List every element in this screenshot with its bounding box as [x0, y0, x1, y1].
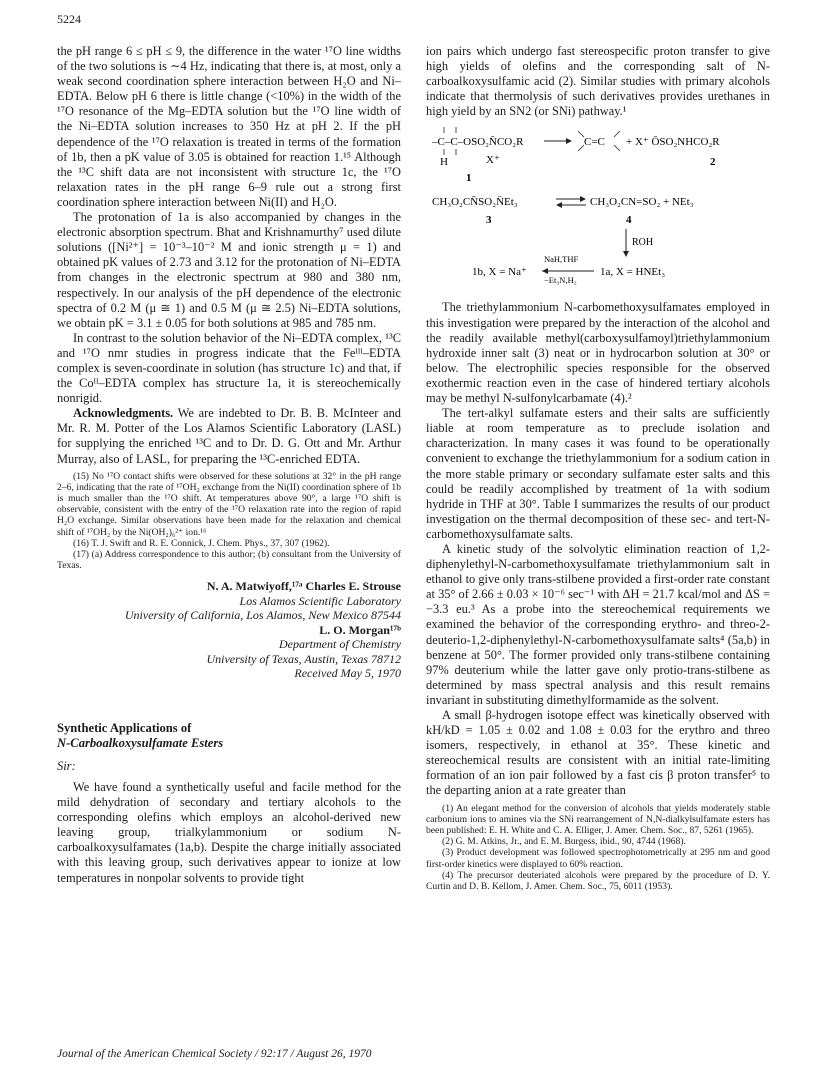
acknowledgments-text: We are indebted to Dr. B. B. McInteer and Mr. R. M. Potter of the Los Alamos Scientific Laboratory (LASL) for supplying the enriched ¹³C and to Dr. D. G. Ott and Mr. Arthur Murray, also of LASL, for preparing the ¹³C-enriched EDTA.: [57, 406, 401, 466]
article-heading-line: Synthetic Applications of: [57, 720, 192, 735]
body-paragraph: The triethylammonium N-carbomethoxysulfamates employed in this investigation were prepared by the interaction of the alcohol and the readily available methyl(carboxysulfamoyl)triethylammonium hydroxide inner salt (3) neat or in hydrocarbon solution at 30° or below. The electrophilic species responsible for the observed exothermic reaction even in the case of hindered tertiary alcohols may be methyl N-sulfonylcarbamate (4).²: [426, 300, 770, 406]
affiliation: University of Texas, Austin, Texas 78712: [206, 651, 401, 666]
author-names: L. O. Morgan¹⁷ᵇ: [319, 622, 401, 637]
footnotes-left: [57, 471, 401, 572]
footnote: (16) T. J. Swift and R. E. Connick, J. Chem. Phys., 37, 307 (1962).: [73, 537, 330, 549]
body-paragraph: A kinetic study of the solvolytic elimination reaction of 1,2-diphenylethyl-N-carbomethoxysulfamate triethylammonium salt in ethanol to give only trans-stilbene provided a first-order rate constant at 35° of 2.66 ± 0.03 × 10⁻⁶ sec⁻¹ with ΔH = 21.7 kcal/mol and ΔS = −3.3 eu.³ As a probe into the stereochemical requirements we examined the behavior of the corresponding erythro- and threo-2-deuterio-1,2-diphenylethyl-N-carbomethoxysulfamate salts⁴ (5a,b) in benzene at 50°. The former provided only trans-stilbene containing 97% deuterium while the latter gave only protio-trans-stilbene as determined by mass spectral analysis and this result remains invariant in substituting dimethylformamide as the solvent.: [426, 541, 770, 707]
left-column: [57, 44, 401, 886]
footnote: (4) The precursor deuteriated alcohols were prepared by the procedure of D. Y. Curtin and D. B. Kellom, J. Amer. Chem. Soc., 75, 6011 (1953).: [426, 869, 770, 892]
acknowledgments-label: Acknowledgments.: [73, 406, 174, 421]
body-paragraph: A small β-hydrogen isotope effect was kinetically observed with kH/kD = 1.05 ± 0.02 and 1.08 ± 0.03 for the erythro and threo isomers, respectively, in ethanol at 35°. These kinetic and stereochemical results are consistent with an initial rate-limiting formation of an ion pair followed by a fast cis β proton transfer⁵ to the departing anion at a rate greater than: [426, 708, 770, 798]
compound-number: 4: [626, 214, 632, 227]
body-paragraph: ion pairs which undergo fast stereospecific proton transfer to give high yields of olefins and the corresponding salt of N-carboalkoxysulfamic acid (2). Similar studies with primary alcohols indicate that thermolysis of such derivatives provides urethanes in high yield by an SN2 (or SNi) pathway.¹: [426, 44, 770, 119]
reactant-formula: –C–C–OSO₂N̄CO₂R: [432, 136, 524, 149]
footnotes-right: [426, 803, 770, 893]
body-paragraph: The protonation of 1a is also accompanied by changes in the electronic absorption spectrum. Bhat and Krishnamurthy⁷ used dilute solutions ([Ni²⁺] = 10⁻³–10⁻² M and ionic strength μ = 1) and obtained pK values of 2.73 and 3.12 for the protonation of Ni–EDTA from changes in the electronic spectrum at 980 and 380 nm, respectively. In our analysis of the pH dependence of the electronic spectra of 0.2 M (μ ≅ 1) and 0.5 M (μ ≅ 2.5) Ni–EDTA solutions, we obtain pK = 3.1 ± 0.05 for both solutions at 985 and 785 nm.: [57, 210, 401, 330]
acknowledgments-paragraph: [57, 406, 401, 466]
hydrogen-label: H: [440, 156, 448, 169]
olefin-formula: C=C: [584, 136, 605, 149]
compound-number: 1: [466, 172, 472, 185]
reaction-scheme-drawing: [426, 123, 770, 291]
reaction-scheme: [426, 123, 770, 294]
article-heading: [57, 721, 401, 751]
reagent-label: NaH,THF: [544, 254, 579, 265]
product-formula: + X⁺ ŌSO₂NHCO₂R: [626, 136, 720, 149]
affiliation: Los Alamos Scientific Laboratory: [239, 593, 401, 608]
footnote: (3) Product development was followed spectrophotometrically at 295 nm and good first-order kinetics were displayed to 60% reaction.: [426, 847, 770, 870]
inner-salt-formula: CH₃O₂CN̄SO₂N̄Et₃: [432, 196, 518, 209]
affiliation: Department of Chemistry: [279, 637, 401, 652]
footnote: (17) (a) Address correspondence to this author; (b) consultant from the University of Texas.: [57, 549, 401, 572]
cation-label: X⁺: [486, 154, 500, 167]
author-signature-block: [57, 579, 401, 681]
body-paragraph: In contrast to the solution behavior of the Ni–EDTA complex, ¹³C and ¹⁷O nmr studies in progress indicate that the Feᴵᴵᴵ–EDTA complex is seven-coordinate in solution (has structure 1c) and that, if the Coᴵᴵ–EDTA complex has structure 1a, it is stereochemically nonrigid.: [57, 330, 401, 406]
sulfonylcarbamate-formula: CH₃O₂CN=SO₂ + NEt₃: [590, 196, 694, 209]
body-paragraph: The tert-alkyl sulfamate esters and their salts are sufficiently liable at room temperature as to preclude isolation and characterization. In many cases it was found to be operationally convenient to exchange the triethylammonium for a sodium cation in the more stable primary or secondary sulfamate ester salts and this could be readily accomplished by treatment of 1a with sodium hydride in THF at 30°. Table I summarizes the results of our product investigation on the thermal decomposition of these sec- and tert-N-carbomethoxysulfamate salts.: [426, 406, 770, 541]
footnote: (15) No ¹⁷O contact shifts were observed for these solutions at 32° in the pH range 2–6, indicating that the rate of ¹⁷OH₂ exchange from the Ni(II) coordination sphere of 1b is much smaller than the ¹⁷O shift. At temperatures above 90°, a large ¹⁷O shift is observable, consistent with the entry of the ¹⁷O relaxation rate into the region of rapid H₂O exchange. Similar observations have been made for the relaxation and chemical shift of ¹⁷OH₂ by the Ni(OH₂)₆²⁺ ion.¹⁶: [57, 470, 401, 538]
ammonium-salt-formula: 1a, X = HNEt₃: [600, 266, 666, 279]
sodium-salt-formula: 1b, X = Na⁺: [472, 266, 527, 279]
body-paragraph: We have found a synthetically useful and facile method for the mild dehydration of secondary and tertiary alcohols to the corresponding olefins which employs an alcohol-derived new leaving group, trialkylammonium or sodium N-carboalkoxysulfamates (1a,b). Despite the charge initially associated with this leaving group, such derivatives appear to ionize at low temperatures in nonpolar solvents to provide tight: [57, 779, 401, 885]
affiliation: University of California, Los Alamos, New Mexico 87544: [124, 608, 401, 623]
salutation: Sir:: [57, 758, 76, 773]
author-names: N. A. Matwiyoff,¹⁷ᵃ Charles E. Strouse: [206, 579, 401, 594]
body-paragraph: the pH range 6 ≤ pH ≤ 9, the difference in the water ¹⁷O line widths of the two solutions is ∼4 Hz, indicating that there is, at most, only a weak second coordination sphere interaction between H₂O and Ni–EDTA. Below pH 6 there is little change (<10%) in the width of the ¹⁷O resonance of the Mg–EDTA solution but the ¹⁷O line width of the Ni–EDTA solution increases to 350 Hz at pH 2. If the pH dependence of the ¹⁷O relaxation is treated in terms of the formation of 1b, then a pK value of 3.05 is obtained for reaction 1.¹⁵ Although the ¹³C shift data are not inconsistent with structure 1c, the ¹⁷O relaxation rates in the pH range 6–9 rule out a strong first coordination sphere interaction between Ni(II) and H₂O.: [57, 44, 401, 209]
received-date: Received May 5, 1970: [294, 666, 401, 681]
footnote: (1) An elegant method for the conversion of alcohols that yields moderately stable carbonium ions to amines via the SNi rearrangement of N,N-dialkylsulfamate esters has been published: E. H. White and C. A. Elliger, J. Amer. Chem. Soc., 87, 5261 (1965).: [426, 802, 770, 836]
reagent-label: ROH: [632, 237, 654, 249]
reagent-label: −Et₃N,H₂: [544, 275, 577, 286]
compound-number: 3: [486, 214, 492, 227]
compound-number: 2: [710, 156, 716, 169]
right-column: [426, 44, 770, 892]
journal-footer: Journal of the American Chemical Society / 92:17 / August 26, 1970: [57, 1048, 372, 1060]
article-heading-line: N-Carboalkoxysulfamate Esters: [57, 735, 224, 750]
footnote: (2) G. M. Atkins, Jr., and E. M. Burgess, ibid., 90, 4744 (1968).: [442, 836, 686, 848]
page-number: 5224: [57, 12, 81, 26]
